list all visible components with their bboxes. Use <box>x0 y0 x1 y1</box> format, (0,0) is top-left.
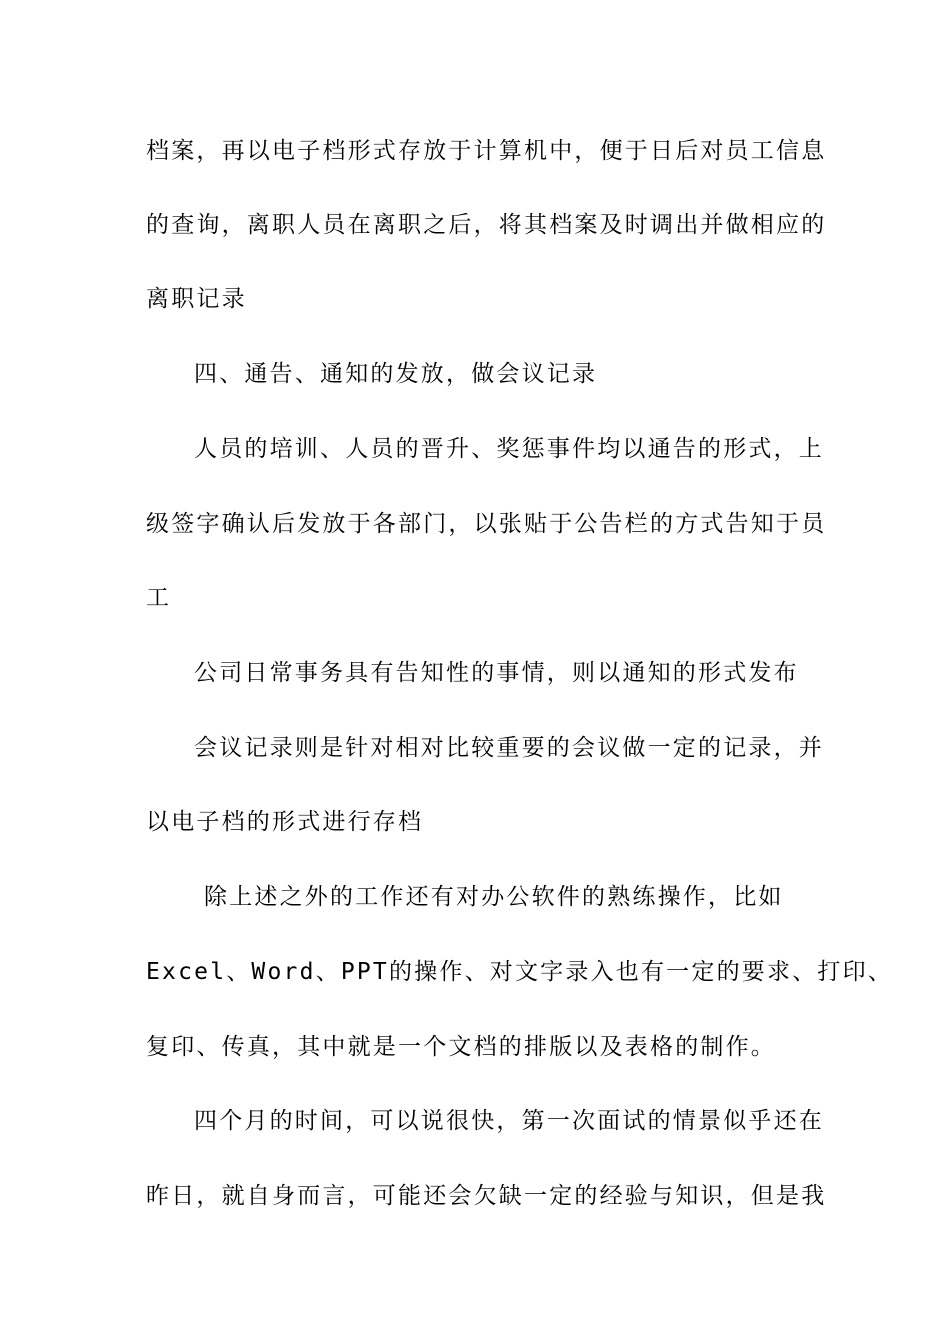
text-line: 会议记录则是针对相对比较重要的会议做一定的记录，并 <box>194 735 824 761</box>
text-line: 级签字确认后发放于各部门，以张贴于公告栏的方式告知于员 <box>146 511 827 537</box>
text-line: 复印、传真，其中就是一个文档的排版以及表格的制作。 <box>146 1034 776 1060</box>
section-heading: 四、通告、通知的发放，做会议记录 <box>194 361 598 387</box>
text-line: 工 <box>146 585 172 611</box>
text-line: 档案，再以电子档形式存放于计算机中，便于日后对员工信息 <box>146 138 827 164</box>
text-line: Excel、Word、PPT的操作、对文字录入也有一定的要求、打印、 <box>146 959 893 985</box>
text-line: 昨日，就自身而言，可能还会欠缺一定的经验与知识，但是我 <box>146 1183 827 1209</box>
text-line: 离职记录 <box>146 286 247 312</box>
text-line: 四个月的时间，可以说很快，第一次面试的情景似乎还在 <box>194 1108 824 1134</box>
text-line: 公司日常事务具有告知性的事情，则以通知的形式发布 <box>194 660 799 686</box>
text-line: 除上述之外的工作还有对办公软件的熟练操作，比如 <box>204 884 784 910</box>
text-line: 以电子档的形式进行存档 <box>146 809 424 835</box>
text-line: 的查询，离职人员在离职之后，将其档案及时调出并做相应的 <box>146 212 827 238</box>
text-line: 人员的培训、人员的晋升、奖惩事件均以通告的形式，上 <box>194 436 824 462</box>
